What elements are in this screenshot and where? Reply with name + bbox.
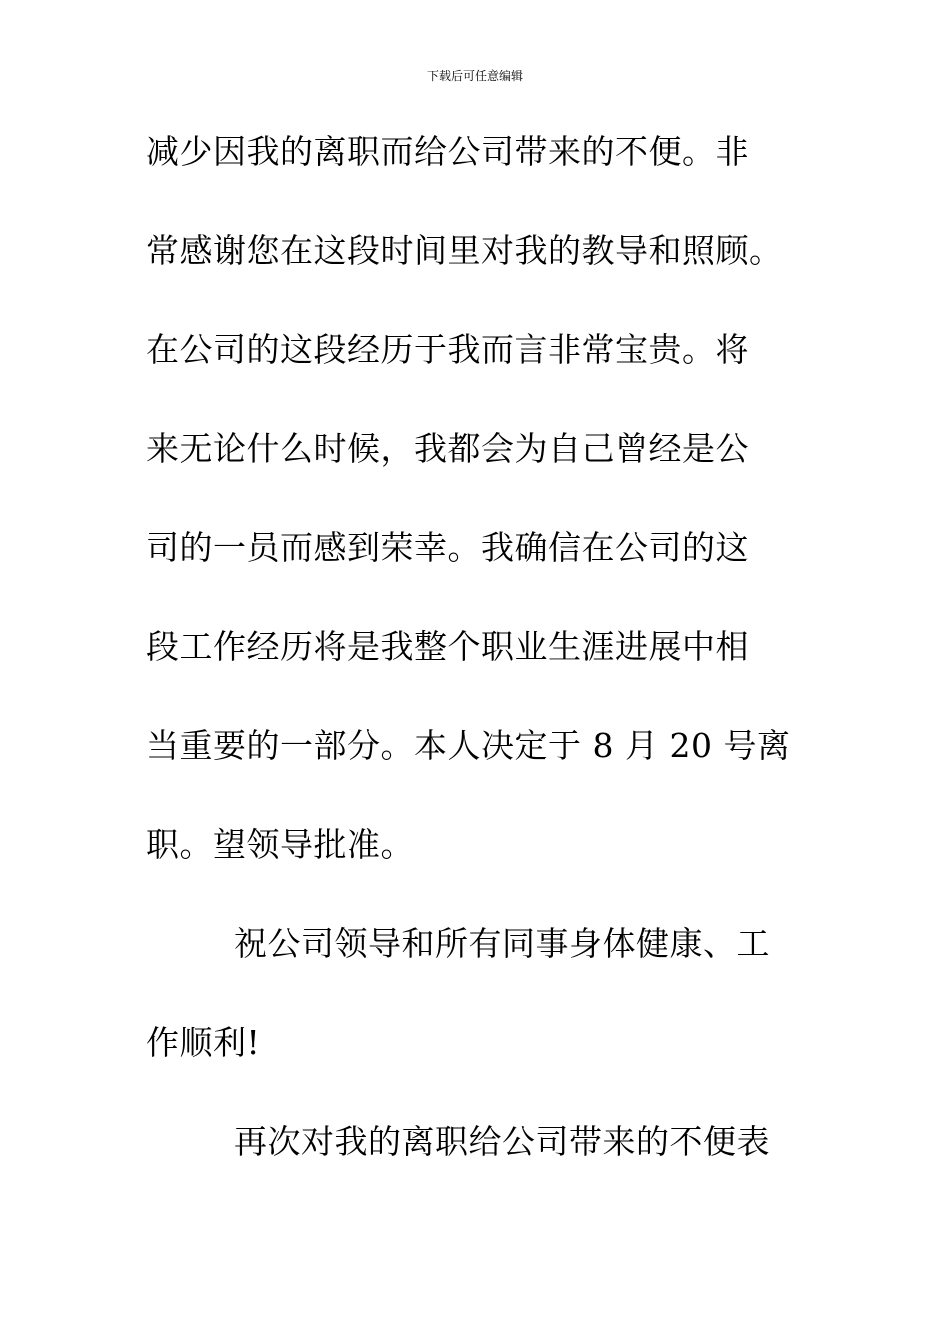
letter-body (146, 130, 826, 1219)
text-line: 司的一员而感到荣幸。我确信在公司的这 (146, 528, 749, 567)
text-line: 来无论什么时候，我都会为自己曾经是公 (146, 429, 749, 468)
text-line: 职。望领导批准。 (146, 825, 414, 864)
text-line: 当重要的一部分。本人决定于 8 月 20 号离 (146, 726, 791, 765)
text-line: 作顺利! (146, 1023, 261, 1062)
text-line: 在公司的这段经历于我而言非常宝贵。将 (146, 330, 749, 369)
text-line: 段工作经历将是我整个职业生涯进展中相 (146, 627, 749, 666)
text-line: 常感谢您在这段时间里对我的教导和照顾。 (146, 231, 783, 270)
text-line: 减少因我的离职而给公司带来的不便。非 (146, 132, 749, 171)
paragraph-first-line: 祝公司领导和所有同事身体健康、工 (234, 924, 770, 963)
paragraph-first-line: 再次对我的离职给公司带来的不便表 (234, 1122, 770, 1161)
page-header: 下载后可任意编辑 (426, 69, 523, 83)
